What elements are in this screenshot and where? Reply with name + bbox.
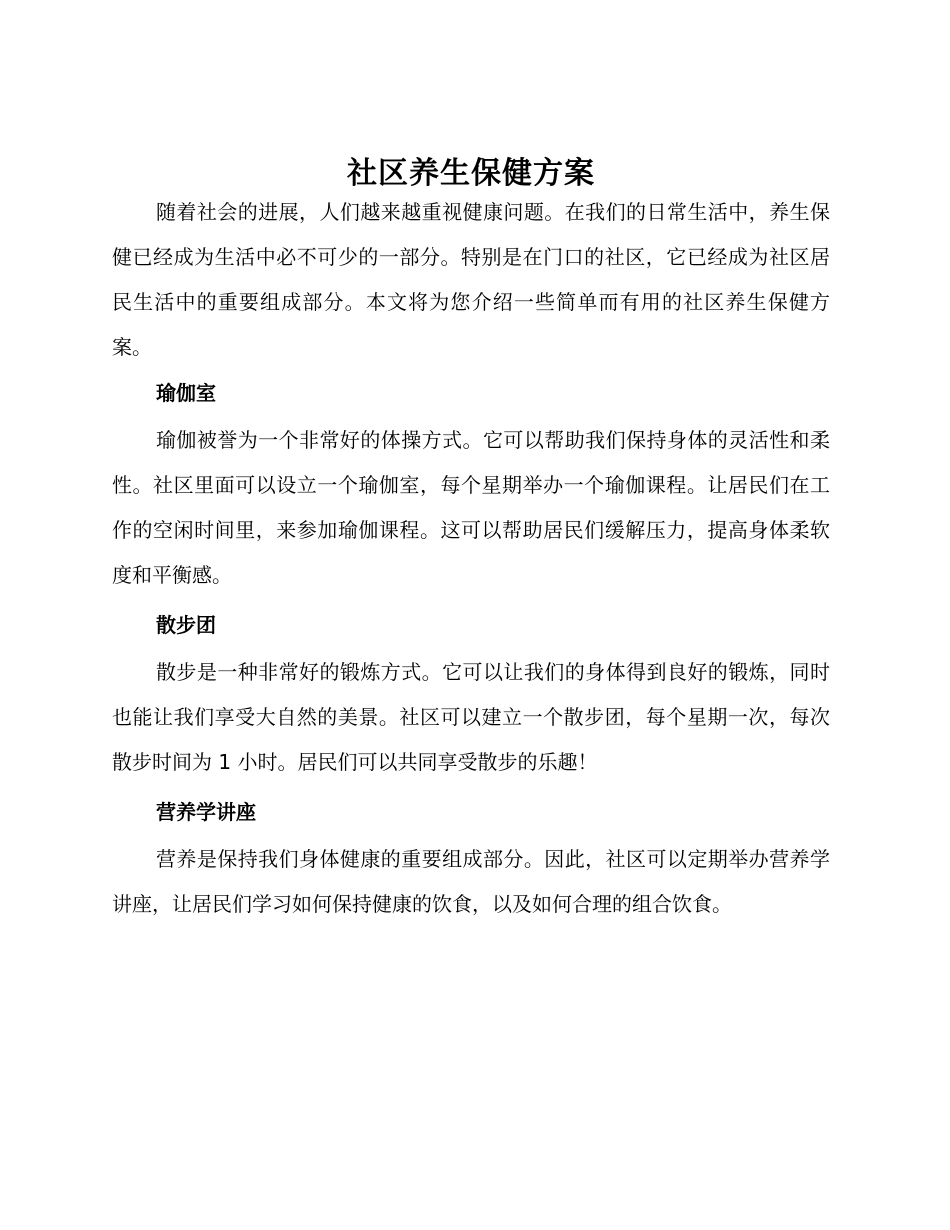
section-heading-walking-group: 散步团 (156, 613, 216, 637)
section-heading-nutrition-lecture: 营养学讲座 (156, 800, 256, 824)
section-body-nutrition-lecture: 营养是保持我们身体健康的重要组成部分。因此，社区可以定期举办营养学讲座，让居民们学习如何保持健康的饮食，以及如何合理的组合饮食。 (112, 847, 830, 916)
intro-paragraph: 随着社会的进展，人们越来越重视健康问题。在我们的日常生活中，养生保健已经成为生活中必不可少的一部分。特别是在门口的社区，它已经成为社区居民生活中的重要组成部分。本文将为您介绍一些简单而有用的社区养生保健方案。 (112, 200, 830, 359)
section-body-yoga-room: 瑜伽被誉为一个非常好的体操方式。它可以帮助我们保持身体的灵活性和柔性。社区里面可以设立一个瑜伽室，每个星期举办一个瑜伽课程。让居民们在工作的空闲时间里，来参加瑜伽课程。这可以帮助居民们缓解压力，提高身体柔软度和平衡感。 (112, 428, 830, 587)
section-heading-yoga-room: 瑜伽室 (156, 381, 216, 405)
document-title: 社区养生保健方案 (347, 156, 595, 191)
section-body-walking-group: 散步是一种非常好的锻炼方式。它可以让我们的身体得到良好的锻炼，同时也能让我们享受大自然的美景。社区可以建立一个散步团，每个星期一次，每次散步时间为 1 小时。居民们可以共同享受散步的乐趣！ (112, 660, 830, 774)
document-page (112, 150, 830, 927)
